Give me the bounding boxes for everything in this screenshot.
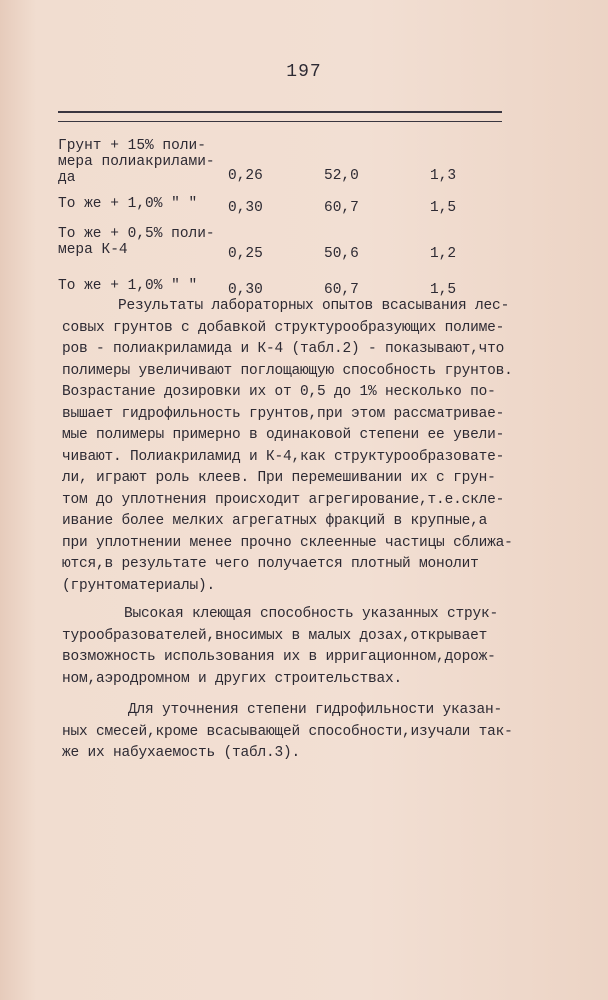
data-table bbox=[58, 124, 518, 298]
cell-value-3: 1,5 bbox=[430, 282, 457, 298]
paragraph: Для уточнения степени гидрофильности указан- ных смесей,кроме всасывающей способности,изучали так- же их набухаемость (табл.3). bbox=[62, 702, 513, 761]
cell-value-1: 0,30 bbox=[228, 282, 263, 298]
body-text bbox=[62, 296, 532, 765]
row-label: Грунт + 15% поли- мера полиакрилами- да bbox=[58, 138, 215, 186]
page-number: 197 bbox=[286, 62, 322, 82]
cell-value-3: 1,3 bbox=[430, 168, 457, 184]
table-header-rule bbox=[58, 121, 502, 122]
table-top-rule bbox=[58, 111, 502, 113]
row-label: То же + 0,5% поли- мера К-4 bbox=[58, 226, 215, 258]
cell-value-2: 60,7 bbox=[324, 200, 359, 216]
paragraph: Результаты лабораторных опытов всасывания лес- совых грунтов с добавкой структурообразующих полиме- ров - полиакриламида и К-4 (табл.2) - показывают,что полимеры увеличивают поглощающую способность грунтов. Возрастание дозировки их от 0,5 до 1% несколько по- вышает гидрофильность грунтов,при этом рассматривае- мые полимеры примерно в одинаковой степени ее увели- чивают. Полиакриламид и К-4,как структурообразовате- ли, играют роль клеев. При перемешивании их с грун- том до уплотнения происходит агрегирование,т.е.скле- ивание более мелких агрегатных фракций в крупные,а при уплотнении менее прочно склеенные частицы сближа- ются,в результате чего получается плотный монолит (грунтоматериалы). bbox=[62, 298, 513, 594]
cell-value-1: 0,30 bbox=[228, 200, 263, 216]
table-row bbox=[58, 188, 518, 216]
row-label: То же + 1,0% " " bbox=[58, 196, 198, 212]
table-row bbox=[58, 124, 518, 184]
paragraph: Высокая клеющая способность указанных струк- турообразователей,вносимых в малых дозах,открывает возможность использования их в ирригационном,дорож- ном,аэродромном и других строительствах. bbox=[62, 606, 499, 687]
table-row bbox=[58, 222, 518, 262]
cell-value-2: 50,6 bbox=[324, 246, 359, 262]
cell-value-3: 1,2 bbox=[430, 246, 457, 262]
cell-value-1: 0,26 bbox=[228, 168, 263, 184]
table-row bbox=[58, 268, 518, 298]
cell-value-1: 0,25 bbox=[228, 246, 263, 262]
cell-value-2: 52,0 bbox=[324, 168, 359, 184]
cell-value-3: 1,5 bbox=[430, 200, 457, 216]
cell-value-2: 60,7 bbox=[324, 282, 359, 298]
row-label: То же + 1,0% " " bbox=[58, 278, 198, 294]
